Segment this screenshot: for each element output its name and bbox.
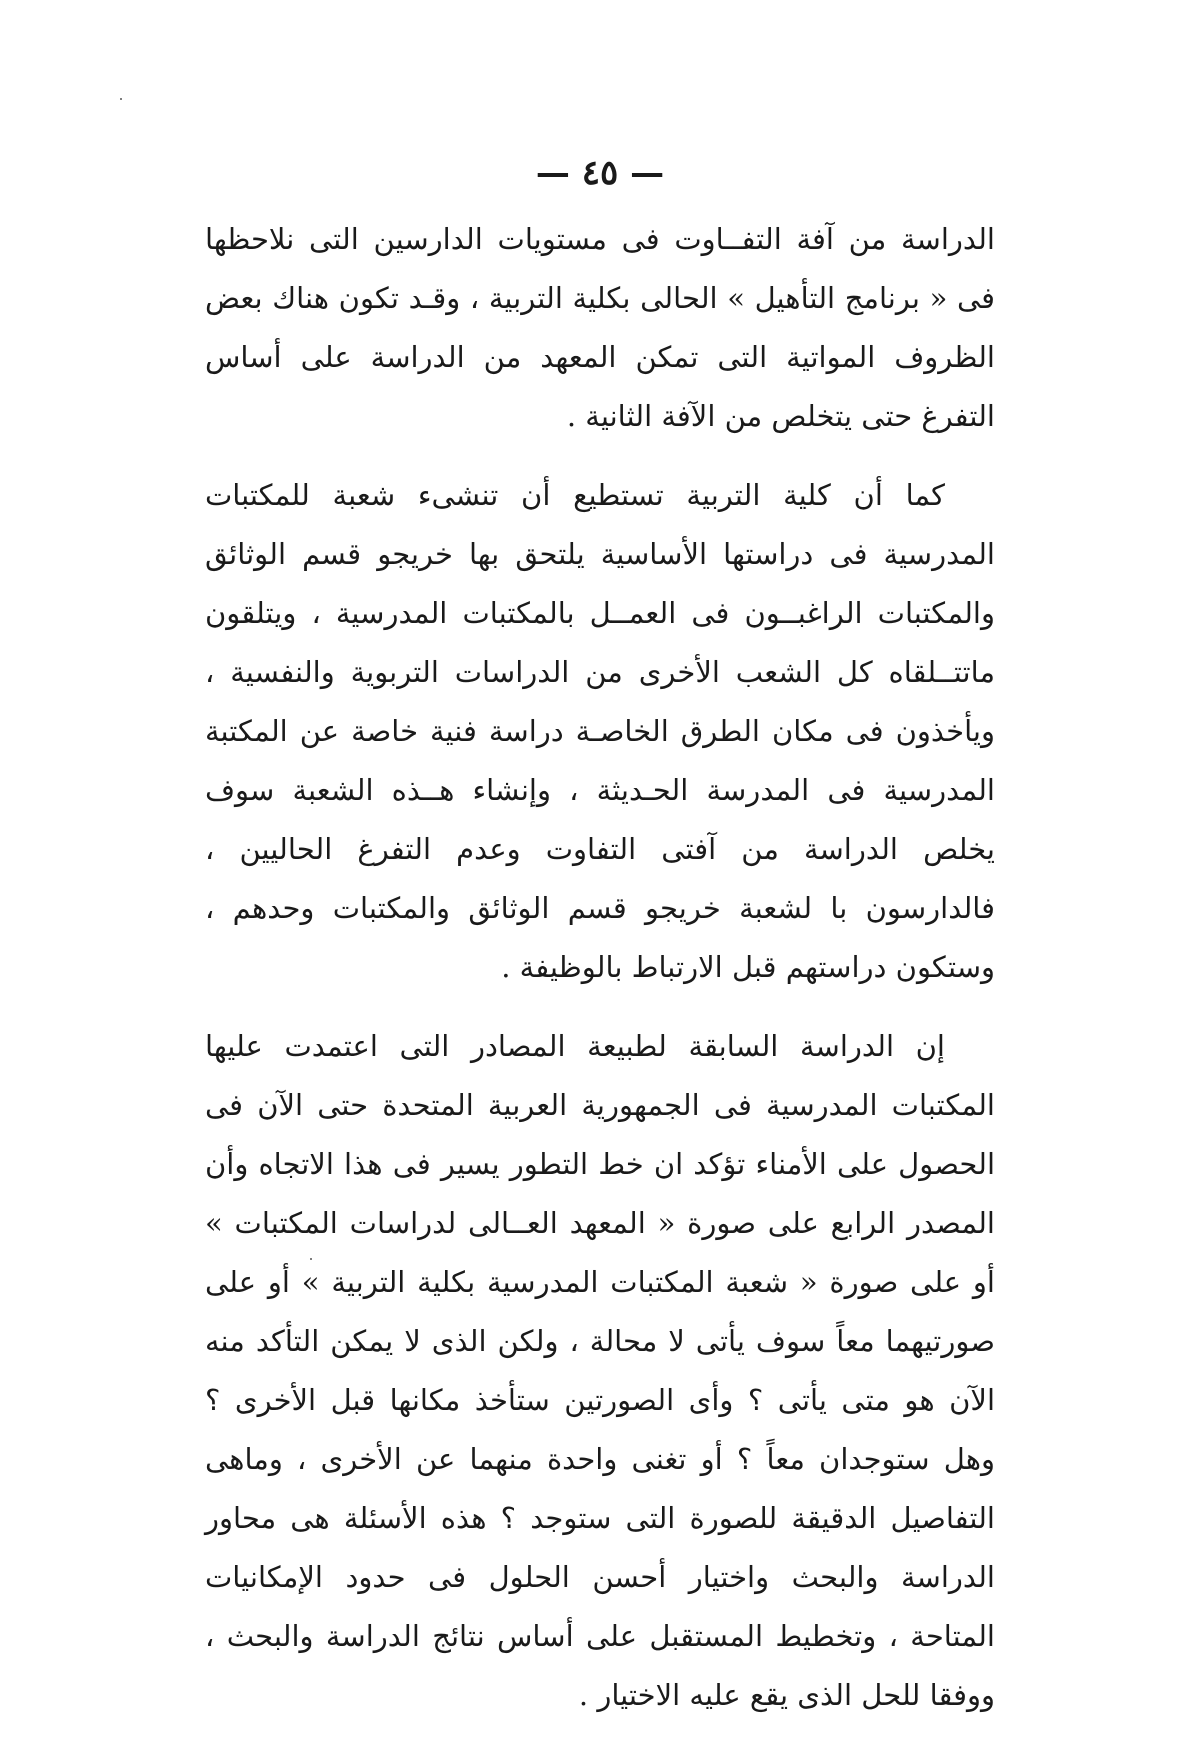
paragraph-1: الدراسة من آفة التفــاوت فى مستويات الدارسين التى نلاحظها فى « برنامج التأهيل » الحالى بكلية التربية ، وقـد تكون هناك بعض الظروف المواتية التى تمكن المعهد من الدراسة على أساس التفرغ حتى يتخلص من الآفة الثانية . [205,222,995,433]
body-text [205,210,995,1745]
paragraph-2: كما أن كلية التربية تستطيع أن تنشىء شعبة للمكتبات المدرسية فى دراستها الأساسية يلتحق بها خريجو قسم الوثائق والمكتبات الراغبــون فى العمــل بالمكتبات المدرسية ، ويتلقون ماتتــلقاه كل الشعب الأخرى من الدراسات التربوية والنفسية ، ويأخذون فى مكان الطرق الخاصـة دراسة فنية خاصة عن المكتبة المدرسية فى المدرسة الحـديثة ، وإنشاء هــذه الشعبة سوف يخلص الدراسة من آفتى التفاوت وعدم التفرغ الحاليين ، فالدارسون با لشعبة خريجو قسم الوثائق والمكتبات وحدهم ، وستكون دراستهم قبل الارتباط بالوظيفة . [205,478,995,984]
page-number: — ٤٥ — [535,153,665,193]
paragraph-3: إن الدراسة السابقة لطبيعة المصادر التى اعتمدت عليها المكتبات المدرسية فى الجمهورية العربية المتحدة حتى الآن فى الحصول على الأمناء تؤكد ان خط التطور يسير فى هذا الاتجاه وأن المصدر الرابع على صورة « المعهد العــالى لدراسات المكتبات » أو على صورة « شعبة المكتبات المدرسية بكلية التربية » أو على صورتيهما معاً سوف يأتى لا محالة ، ولكن الذى لا يمكن التأكد منه الآن هو متى يأتى ؟ وأى الصورتين ستأخذ مكانها قبل الأخرى ؟ وهل ستوجدان معاً ؟ أو تغنى واحدة منهما عن الأخرى ، وماهى التفاصيل الدقيقة للصورة التى ستوجد ؟ هذه الأسئلة هى محاور الدراسة والبحث واختيار أحسن الحلول فى حدود الإمكانيات المتاحة ، وتخطيط المستقبل على أساس نتائج الدراسة والبحث ، ووفقا للحل الذى يقع عليه الاختيار . [205,1029,995,1712]
scan-speck [120,98,122,100]
